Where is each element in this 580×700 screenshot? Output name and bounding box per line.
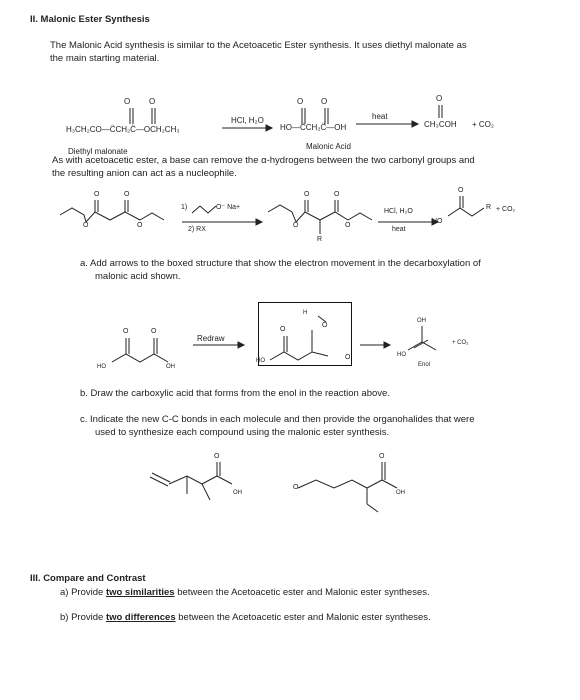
question-a: a. Add arrows to the boxed structure that show the electron movement in the decarboxylation of	[80, 258, 481, 269]
question-b: b. Draw the carboxylic acid that forms from the enol in the reaction above.	[80, 388, 390, 399]
reagent-label: HCl, H₂O	[384, 208, 413, 215]
r-group-label: R	[317, 236, 323, 243]
diethyl-malonate-formula: H₃CH₂CO—C̈CH₂C̈—OCH₂CH₃	[66, 125, 180, 134]
ho-label: HO	[432, 218, 443, 225]
oh-label: OH	[166, 364, 175, 370]
oh-label: OH	[233, 490, 242, 496]
acetic-acid-formula: CH₃COH	[424, 120, 457, 129]
question-a: malonic acid shown.	[95, 271, 181, 282]
h-label: H	[303, 310, 308, 316]
malonic-acid-formula: HO—C̈CH₂C̈—OH	[280, 123, 347, 132]
enol-label: Enol	[418, 362, 431, 368]
ho-label: HO	[97, 364, 106, 370]
oh-label: OH	[417, 318, 426, 324]
redraw-label: Redraw	[197, 334, 225, 343]
section-title: II. Malonic Ester Synthesis	[30, 14, 150, 25]
condition-label: heat	[392, 226, 406, 233]
malonic-acid-name: Malonic Acid	[306, 142, 351, 151]
oh-label: OH	[396, 490, 405, 496]
diethyl-malonate-name: Diethyl malonate	[68, 147, 128, 156]
paragraph: As with acetoacetic ester, a base can remove the α-hydrogens between the two carbonyl groups and	[52, 155, 475, 166]
question-3b: b) Provide two differences between the Acetoacetic ester and Malonic ester syntheses.	[60, 612, 431, 623]
condition-label: heat	[372, 112, 388, 121]
paragraph: the resulting anion can act as a nucleophile.	[52, 168, 237, 179]
ho-label: HO	[397, 352, 406, 358]
step1-number: 1)	[181, 204, 188, 211]
co2-label: + CO₂	[496, 206, 516, 213]
co2-label: + CO₂	[472, 120, 494, 129]
ho-label: HO	[256, 358, 265, 364]
question-3a: a) Provide two similarities between the Acetoacetic ester and Malonic ester syntheses.	[60, 587, 430, 598]
ethoxide-label: O⁻ Na+	[216, 204, 241, 211]
question-c: used to synthesize each compound using the malonic ester synthesis.	[95, 427, 390, 438]
intro-line: The Malonic Acid synthesis is similar to the Acetoacetic Ester synthesis. It uses diethyl malonate as	[50, 40, 467, 51]
reagent-label: HCl, H₂O	[231, 116, 264, 125]
co2-label: + CO₂	[452, 340, 469, 346]
o-label: O	[322, 322, 328, 329]
section-title: III. Compare and Contrast	[30, 573, 146, 584]
intro-line: the main starting material.	[50, 53, 160, 64]
question-c: c. Indicate the new C-C bonds in each molecule and then provide the organohalides that were	[80, 414, 475, 425]
r-product-label: R	[486, 204, 492, 211]
step2-label: 2) RX	[188, 226, 206, 233]
